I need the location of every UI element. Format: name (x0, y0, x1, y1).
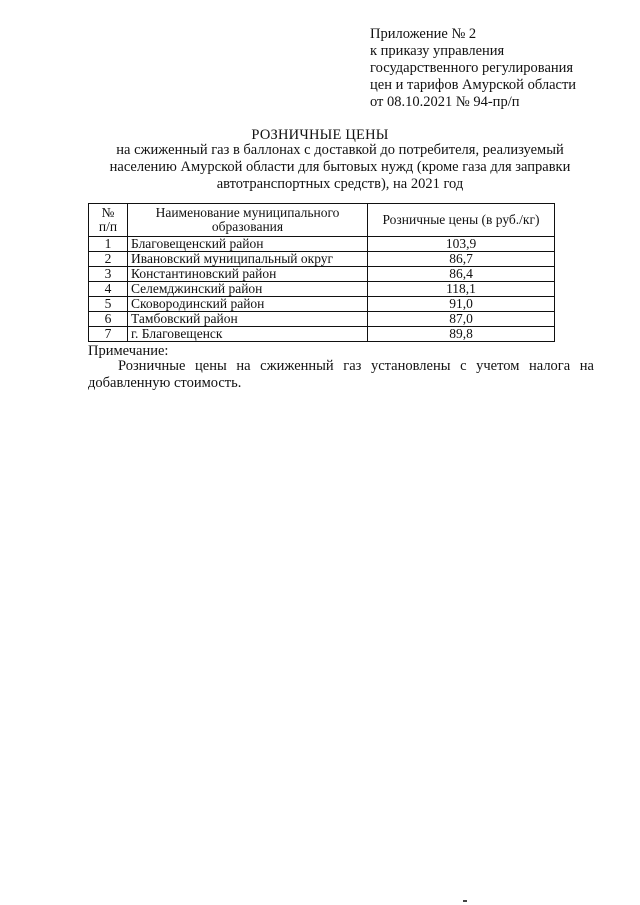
row-price: 87,0 (368, 312, 555, 327)
appendix-line: от 08.10.2021 № 94-пр/п (370, 94, 520, 110)
table-header-row (89, 204, 555, 237)
table-row (89, 327, 555, 342)
note-text: Розничные цены на сжиженный газ установлены с учетом налога на добавленную стоимость. (88, 358, 594, 391)
subtitle-line: населению Амурской области для бытовых нужд (кроме газа для заправки (109, 159, 571, 175)
header-price: Розничные цены (в руб./кг) (368, 204, 555, 237)
row-municipality: Благовещенский район (128, 237, 368, 252)
row-municipality: Тамбовский район (128, 312, 368, 327)
table-row (89, 252, 555, 267)
table-row (89, 267, 555, 282)
row-price: 86,4 (368, 267, 555, 282)
appendix-line: цен и тарифов Амурской области (370, 77, 577, 93)
row-municipality: г. Благовещенск (128, 327, 368, 342)
row-number: 6 (89, 312, 128, 327)
row-number: 2 (89, 252, 128, 267)
table-row (89, 297, 555, 312)
row-number: 4 (89, 282, 128, 297)
row-price: 103,9 (368, 237, 555, 252)
row-municipality: Ивановский муниципальный округ (128, 252, 368, 267)
appendix-line: к приказу управления (370, 43, 505, 59)
row-number: 7 (89, 327, 128, 342)
price-table (88, 203, 555, 342)
row-price: 86,7 (368, 252, 555, 267)
header-number-line1: № (101, 205, 115, 220)
page-mark (463, 900, 467, 902)
subtitle-line: на сжиженный газ в баллонах с доставкой до потребителя, реализуемый (116, 142, 564, 158)
document-title: РОЗНИЧНЫЕ ЦЕНЫ (251, 127, 389, 143)
row-price: 89,8 (368, 327, 555, 342)
note-label: Примечание: (88, 343, 169, 359)
row-number: 5 (89, 297, 128, 312)
document-subtitle (80, 142, 600, 193)
subtitle-line: автотранспортных средств), на 2021 год (216, 176, 464, 192)
appendix-reference (370, 26, 576, 111)
row-municipality: Константиновский район (128, 267, 368, 282)
row-price: 118,1 (368, 282, 555, 297)
table-row (89, 282, 555, 297)
appendix-line: Приложение № 2 (370, 26, 477, 42)
header-municipality-line2: образования (211, 219, 284, 234)
appendix-line: государственного регулирования (370, 60, 574, 76)
table-row (89, 312, 555, 327)
row-number: 3 (89, 267, 128, 282)
table-row (89, 237, 555, 252)
row-municipality: Сковородинский район (128, 297, 368, 312)
header-municipality (128, 204, 368, 237)
header-municipality-line1: Наименование муниципального (155, 205, 340, 220)
row-municipality: Селемджинский район (128, 282, 368, 297)
header-number (89, 204, 128, 237)
row-number: 1 (89, 237, 128, 252)
header-number-line2: п/п (98, 219, 118, 234)
row-price: 91,0 (368, 297, 555, 312)
